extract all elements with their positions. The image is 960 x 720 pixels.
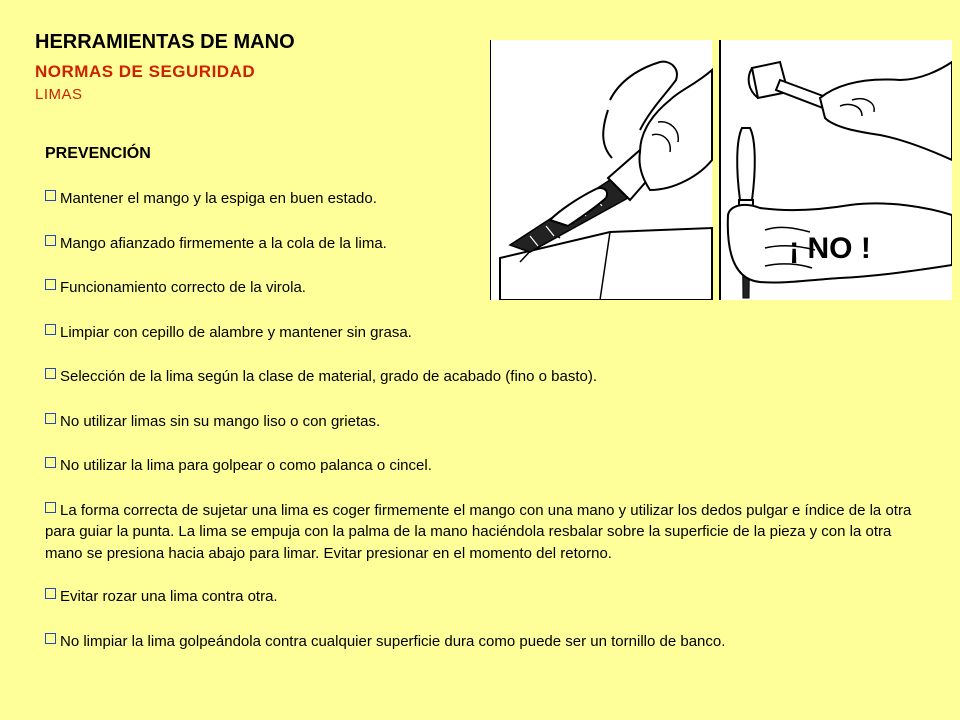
list-item-text: Funcionamiento correcto de la virola. — [60, 279, 306, 296]
list-item-text: Selección de la lima según la clase de material, grado de acabado (fino o basto). — [60, 368, 597, 385]
list-item-text: Limpiar con cepillo de alambre y mantener sin grasa. — [60, 323, 412, 341]
list-item-text: Evitar rozar una lima contra otra. — [60, 588, 278, 605]
checkbox-bullet-icon — [45, 413, 56, 424]
list-item — [45, 322, 925, 344]
warning-label: ¡ NO ! — [789, 232, 871, 265]
list-item — [45, 500, 925, 565]
list-item-text: Mango afianzado firmemente a la cola de la lima. — [60, 234, 387, 252]
file-handling-illustration — [490, 40, 952, 300]
page-subtitle: NORMAS DE SEGURIDAD — [35, 62, 256, 81]
page-title: HERRAMIENTAS DE MANO — [35, 31, 295, 53]
checkbox-bullet-icon — [45, 633, 56, 644]
page-section-label: LIMAS — [35, 86, 83, 103]
list-item-text: No utilizar limas sin su mango liso o con grietas. — [60, 412, 381, 430]
section-heading: PREVENCIÓN — [45, 145, 151, 162]
checkbox-bullet-icon — [45, 324, 56, 335]
list-item-text: No limpiar la lima golpeándola contra cualquier superficie dura como puede ser un tornillo de banco. — [60, 632, 726, 650]
checkbox-bullet-icon — [45, 588, 56, 599]
list-item-text: Mantener el mango y la espiga en buen estado. — [60, 190, 377, 207]
checkbox-bullet-icon — [45, 190, 56, 201]
checkbox-bullet-icon — [45, 235, 56, 246]
checkbox-bullet-icon — [45, 368, 56, 379]
list-item — [45, 586, 925, 608]
checkbox-bullet-icon — [45, 457, 56, 468]
list-item — [45, 411, 925, 433]
correct-filing-panel-icon — [490, 40, 712, 300]
list-item-text: No utilizar la lima para golpear o como palanca o cincel. — [60, 457, 432, 474]
list-item — [45, 455, 925, 477]
checkbox-bullet-icon — [45, 502, 56, 513]
incorrect-use-panel-icon — [720, 40, 952, 300]
list-item — [45, 366, 925, 388]
list-item-text: La forma correcta de sujetar una lima es coger firmemente el mango con una mano y utilizar los dedos pulgar e índice de la otra para guiar la punta. La lima se empuja con la palma de la mano haciéndola resbalar sobre la superficie de la pieza y con la otra mano se presiona hacia abajo para limar. Evitar presionar en el momento del retorno. — [45, 501, 912, 562]
checkbox-bullet-icon — [45, 279, 56, 290]
list-item — [45, 631, 925, 653]
